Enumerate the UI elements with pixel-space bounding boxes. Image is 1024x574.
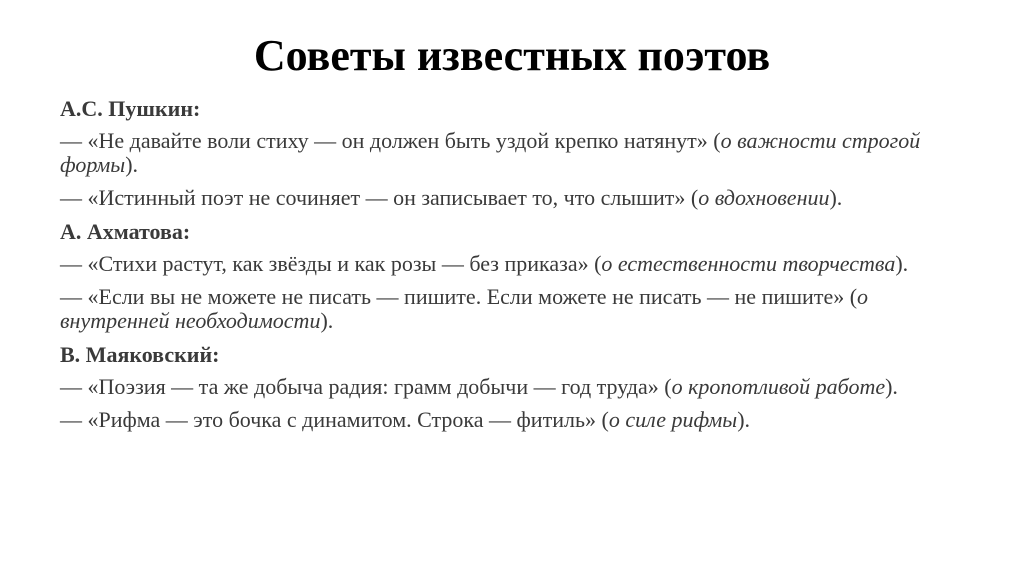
quote-note: о естественности творчества — [601, 251, 896, 276]
quote-text: — «Если вы не можете не писать — пишите. Если можете не писать — не пишите» ( — [60, 284, 858, 309]
quote-mayakovsky-1 — [60, 375, 960, 399]
quote-note: о внутренней необходимости — [60, 284, 869, 333]
quote-pushkin-1 — [60, 129, 960, 177]
quote-note: о вдохновении — [698, 185, 830, 210]
quote-tail: ). — [737, 407, 751, 432]
quote-text: — «Поэзия — та же добыча радия: грамм добычи — год труда» ( — [60, 374, 672, 399]
quote-tail: ). — [885, 374, 898, 399]
quote-tail: ). — [125, 152, 139, 177]
quote-text: — «Стихи растут, как звёзды и как розы — без приказа» ( — [60, 251, 602, 276]
quote-tail: ). — [895, 251, 909, 276]
quote-akhmatova-2 — [60, 285, 960, 333]
quote-tail: ). — [829, 185, 843, 210]
quote-note: о силе рифмы — [608, 407, 738, 432]
quote-akhmatova-1 — [60, 252, 960, 276]
slide-title: Советы известных поэтов — [253, 31, 771, 80]
author-akhmatova: А. Ахматова: — [60, 219, 191, 244]
slide-content — [60, 90, 960, 441]
quote-tail: ). — [320, 308, 334, 333]
author-pushkin: А.С. Пушкин: — [60, 96, 201, 121]
author-mayakovsky: В. Маяковский: — [60, 342, 220, 367]
quote-mayakovsky-2 — [60, 408, 960, 432]
quote-note: о кропотливой работе — [671, 374, 886, 399]
quote-text: — «Рифма — это бочка с динамитом. Строка — фитиль» ( — [60, 407, 609, 432]
quote-text: — «Истинный поэт не сочиняет — он записывает то, что слышит» ( — [60, 185, 699, 210]
quote-pushkin-2 — [60, 186, 960, 210]
quote-text: — «Не давайте воли стиху — он должен быть уздой крепко натянут» ( — [60, 128, 721, 153]
quote-note: о важности строгой формы — [60, 128, 921, 177]
